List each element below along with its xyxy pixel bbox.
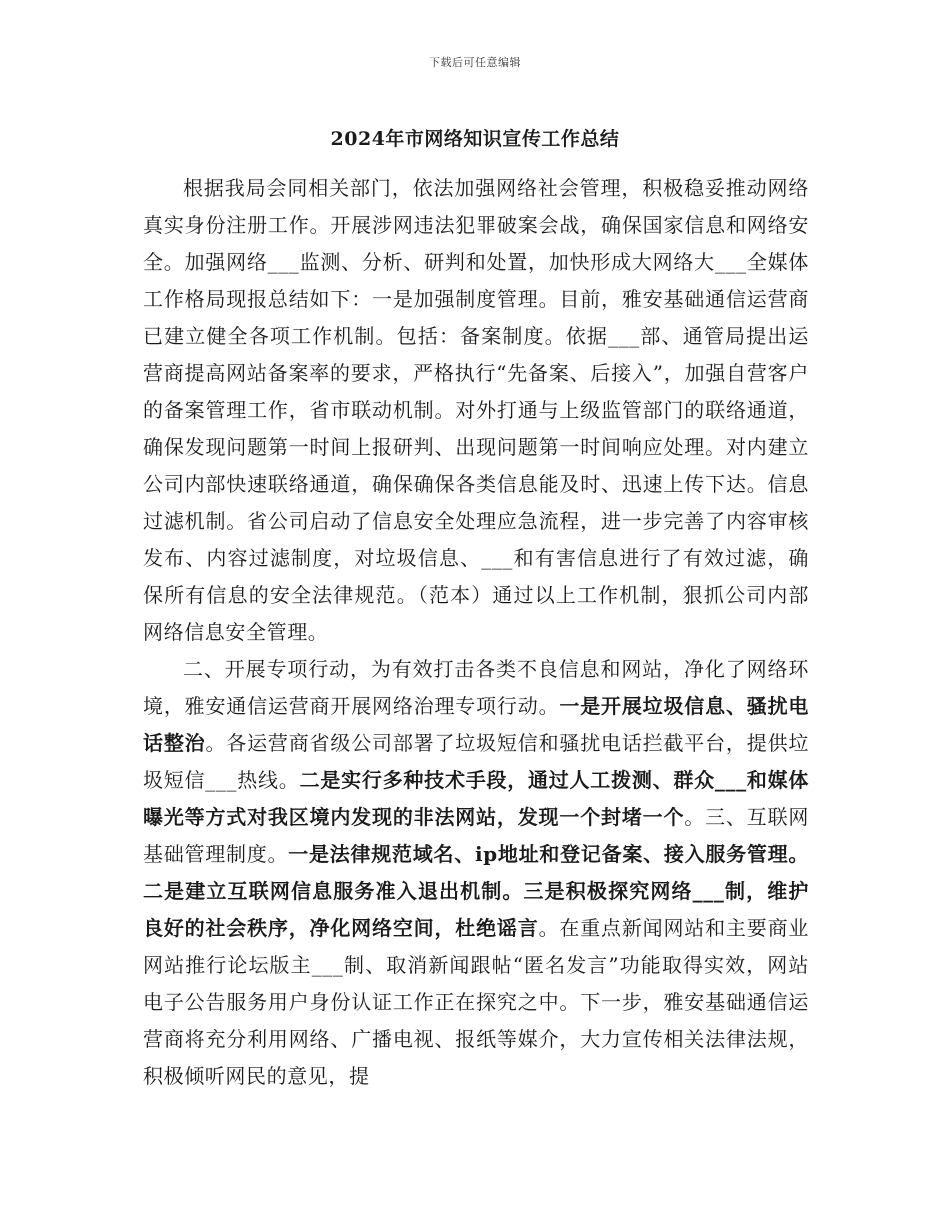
bold-highlight: 一是开展垃圾信息、骚扰电话整治 <box>143 694 810 755</box>
paragraph-intro: 根据我局会同相关部门，依法加强网络社会管理，积极稳妥推动网络真实身份注册工作。开展涉网违法犯罪破案会战，确保国家信息和网络安全。加强网络___监测、分析、研判和处置，加快形成大网络大___全媒体工作格局现报总结如下：一是加强制度管理。目前，雅安基础通信运营商已建立健全各项工作机制。包括：备案制度。依据___部、通管局提出运营商提高网站备案率的要求，严格执行“先备案、后接入”，加强自营客户的备案管理工作，省市联动机制。对外打通与上级监管部门的联络通道，确保发现问题第一时间上报研判、出现问题第一时间响应处理。对内建立公司内部快速联络通道，确保确保各类信息能及时、迅速上传下达。信息过滤机制。省公司启动了信息安全处理应急流程，进一步完善了内容审核发布、内容过滤制度，对垃圾信息、___和有害信息进行了有效过滤，确保所有信息的安全法律规范。（范本）通过以上工作机制，狠抓公司内部网络信息安全管理。 <box>143 176 809 644</box>
paragraph-text-segment: 。三、互联网基础管理制度。 <box>143 805 809 866</box>
paragraph-special-actions <box>143 651 809 1095</box>
paragraph-text-segment: 二、开展专项行动，为有效打击各类不良信息和网站，净化了网络环境，雅安通信运营商开展网络治理专项行动。 <box>143 657 809 718</box>
paragraph-text-segment: 。各运营商省级公司部署了垃圾短信和骚扰电话拦截平台，提供垃圾短信___热线。 <box>143 731 809 792</box>
bold-highlight: 二是实行多种技术手段，通过人工拨测、群众___和媒体曝光等方式对我区境内发现的非法网站，发现一个封堵一个 <box>143 768 809 829</box>
document-title: 2024年市网络知识宣传工作总结 <box>330 128 620 150</box>
document-body <box>143 170 809 1095</box>
page-header: 下载后可任意编辑 <box>429 56 521 69</box>
bold-highlight: 一是法律规范域名、ip地址和登记备案、接入服务管理。二是建立互联网信息服务准入退出机制。三是积极探究网络___制，维护良好的社会秩序，净化网络空间，杜绝谣言 <box>143 842 809 940</box>
paragraph-text-segment: 。在重点新闻网站和主要商业网站推行论坛版主___制、取消新闻跟帖“匿名发言”功能取得实效，网站电子公告服务用户身份认证工作正在探究之中。下一步，雅安基础通信运营商将充分利用网络、广播电视、报纸等媒介，大力宣传相关法律法规，积极倾听网民的意见，提 <box>143 916 809 1088</box>
